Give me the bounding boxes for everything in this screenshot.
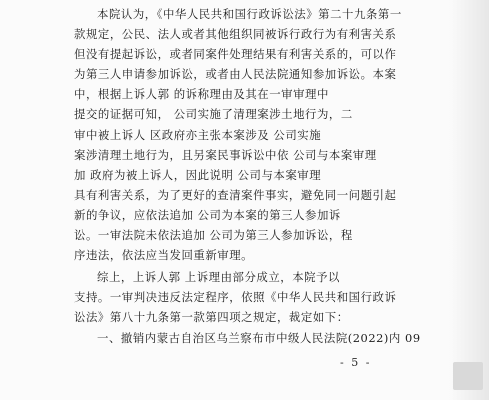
paragraph-2-line-1: 综上，上诉人郭 上诉理由部分成立，本院予以 <box>97 270 340 285</box>
document-body <box>74 4 426 348</box>
paragraph-1-line-9: 加 政府为被上诉人，因此说明 公司与本案审理 <box>74 167 322 182</box>
page-number: - 5 - <box>340 356 372 369</box>
paragraph-1-line-6: 提交的证据可知， 公司实施了清理案涉土地行为，二 <box>74 107 353 122</box>
paragraph-1-line-4: 为第三人申请参加诉讼，或者由人民法院通知参加诉讼。本案 <box>74 67 397 82</box>
paragraph-1-line-13: 序违法，依法应当发回重新审理。 <box>74 248 254 263</box>
paragraph-2-line-4: 一、撤销内蒙古自治区乌兰察布市中级人民法院(2022)内 09 <box>97 330 421 345</box>
paragraph-1-line-1: 本院认为，《中华人民共和国行政诉讼法》第二十九条第一 <box>97 7 402 21</box>
paragraph-1-line-5: 中，根据上诉人郭 的诉称理由及其在一审审理中 <box>74 87 329 102</box>
paragraph-1-line-2: 款规定，公民、法人或者其他组织同被诉行政行为有利害关系 <box>74 27 397 42</box>
scan-edge-shadow <box>449 0 489 400</box>
paragraph-1-line-3: 但没有提起诉讼，或者同案件处理结果有利害关系的，可以作 <box>74 47 397 62</box>
paragraph-1-line-11: 新的争议，应依法追加 公司为本案的第三人参加诉 <box>74 207 341 222</box>
paragraph-1-line-8: 案涉清理土地行为，且另案民事诉讼中依 公司与本案审理 <box>74 147 377 162</box>
paragraph-2-line-3: 讼法》第八十九条第一款第四项之规定，裁定如下： <box>74 310 349 325</box>
paragraph-2-line-2: 支持。一审判决违反法定程序，依照《中华人民共和国行政诉 <box>74 290 397 305</box>
paragraph-1-line-7: 审中被上诉人 区政府亦主张本案涉及 公司实施 <box>74 127 322 142</box>
paragraph-1-line-10: 具有利害关系，为了更好的查清案件事实，避免同一问题引起 <box>74 187 397 202</box>
paragraph-1-line-12: 讼。一审法院未依法追加 公司为第三人参加诉讼，程 <box>74 228 353 243</box>
scan-corner-mark <box>453 362 483 390</box>
